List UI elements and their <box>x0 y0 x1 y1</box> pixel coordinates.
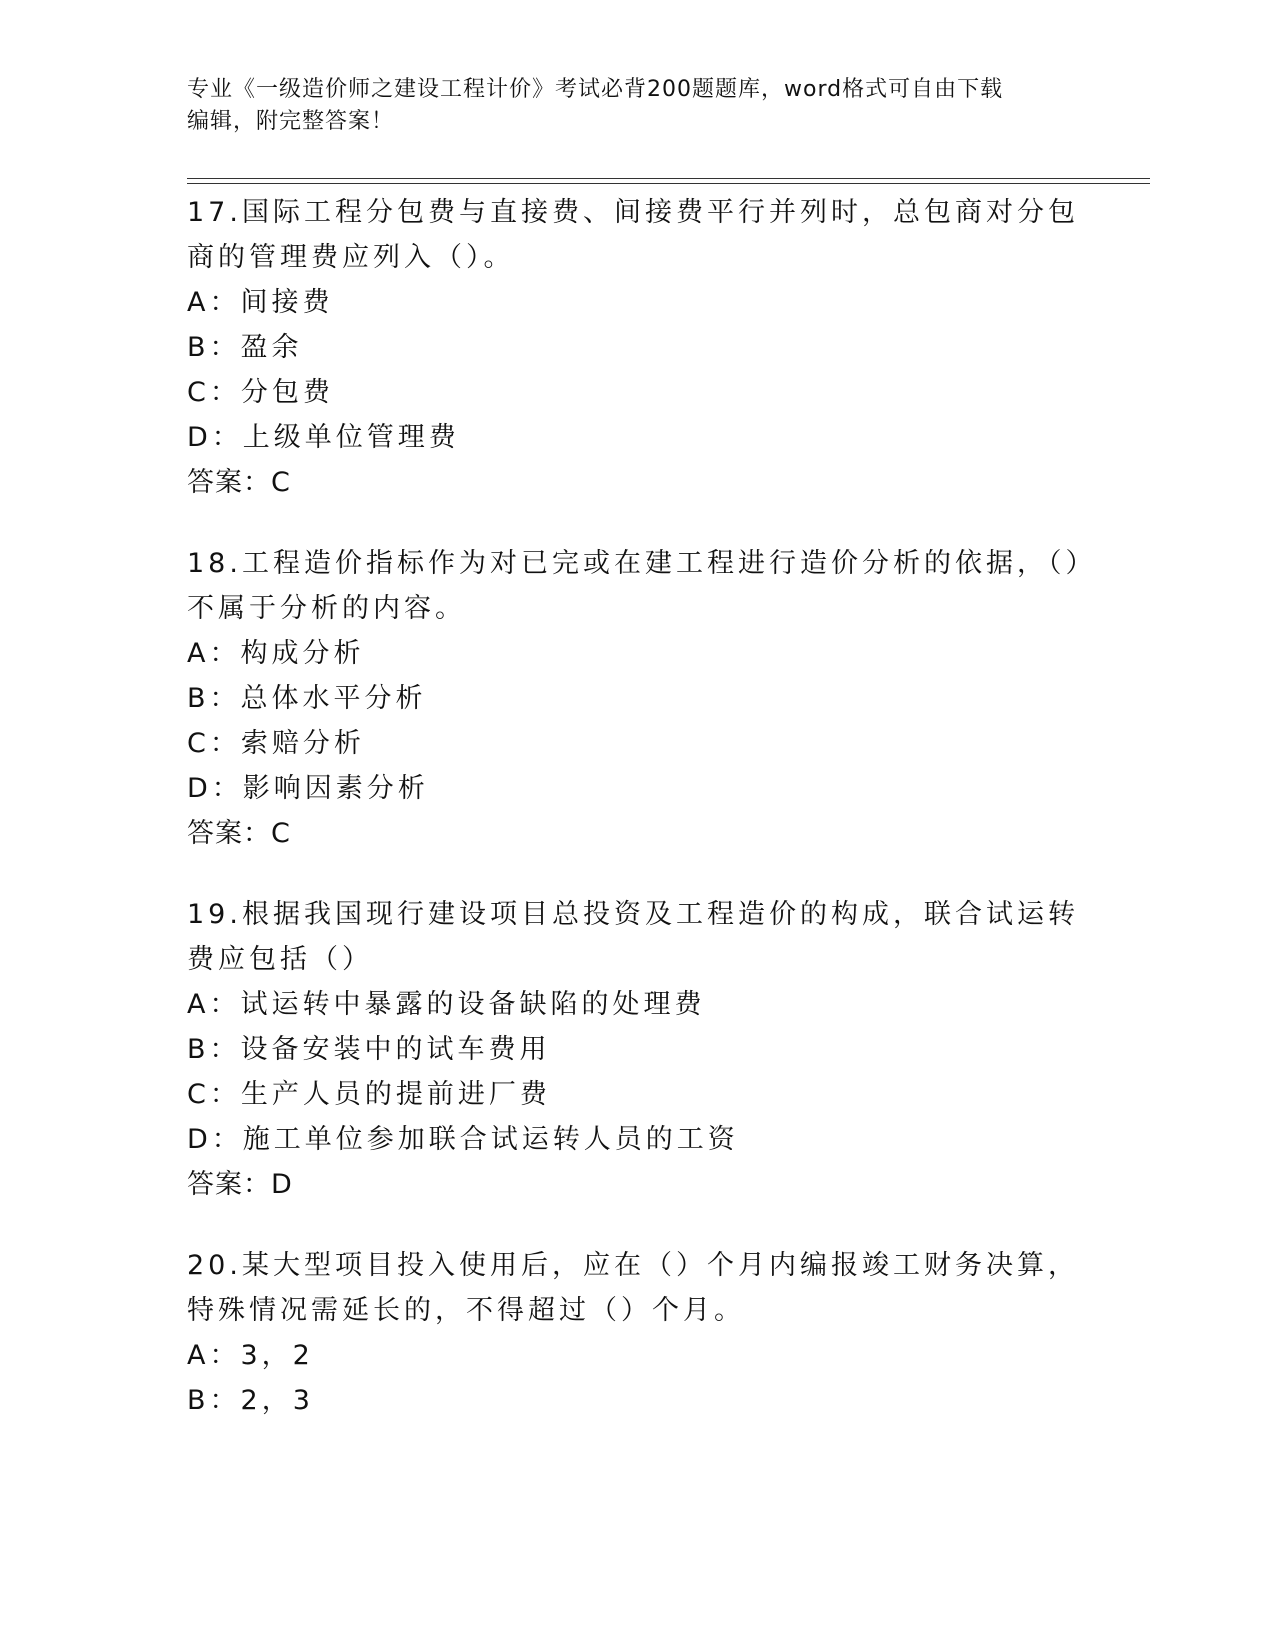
question-text: 18.工程造价指标作为对已完或在建工程进行造价分析的依据，（）不属于分析的内容。 <box>187 548 1083 624</box>
document-header <box>187 74 1087 138</box>
option-a: A：试运转中暴露的设备缺陷的处理费 <box>187 989 706 1020</box>
option-b: B：设备安装中的试车费用 <box>187 1034 551 1065</box>
header-line-2: 编辑，附完整答案！ <box>187 109 395 134</box>
question-18 <box>187 541 1087 856</box>
option-b: B：2，3 <box>187 1385 314 1416</box>
option-a: A：构成分析 <box>187 638 365 669</box>
question-text: 19.根据我国现行建设项目总投资及工程造价的构成，联合试运转费应包括（） <box>187 899 1079 975</box>
answer: 答案：C <box>187 818 291 849</box>
header-divider-top <box>187 178 1150 179</box>
question-list <box>187 190 1087 1459</box>
option-a: A：3，2 <box>187 1340 314 1371</box>
question-text: 20.某大型项目投入使用后，应在（）个月内编报竣工财务决算，特殊情况需延长的，不得超过（）个月。 <box>187 1250 1079 1326</box>
answer: 答案：C <box>187 467 291 498</box>
answer: 答案：D <box>187 1169 293 1200</box>
option-b: B：总体水平分析 <box>187 683 427 714</box>
question-text: 17.国际工程分包费与直接费、间接费平行并列时，总包商对分包商的管理费应列入（）。 <box>187 197 1079 273</box>
question-20 <box>187 1243 1087 1423</box>
option-c: C：分包费 <box>187 377 334 408</box>
option-c: C：索赔分析 <box>187 728 365 759</box>
header-divider-bottom <box>187 183 1150 184</box>
header-line-1: 专业《一级造价师之建设工程计价》考试必背200题题库，word格式可自由下载 <box>187 77 1004 102</box>
option-d: D：施工单位参加联合试运转人员的工资 <box>187 1124 739 1155</box>
option-d: D：影响因素分析 <box>187 773 429 804</box>
question-17 <box>187 190 1087 505</box>
question-19 <box>187 892 1087 1207</box>
option-a: A：间接费 <box>187 287 334 318</box>
option-c: C：生产人员的提前进厂费 <box>187 1079 551 1110</box>
option-b: B：盈余 <box>187 332 303 363</box>
option-d: D：上级单位管理费 <box>187 422 460 453</box>
